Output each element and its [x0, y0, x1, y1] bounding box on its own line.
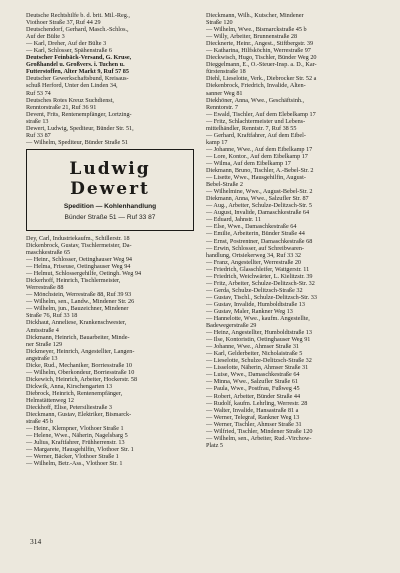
directory-entry: — Gerhard, Kraftfahrer, Auf dem Eibel- — [206, 131, 306, 139]
directory-entry: — Werner, Tischler, Ahmser Straße 31 — [206, 420, 302, 428]
directory-entry: Dickmeyer, Heinrich, Angestellter, Langen- — [26, 347, 135, 355]
directory-entry: — Wilhelm, Wwe., Bismarckstraße 45 b — [206, 26, 307, 34]
directory-entry: Werrestraße 88 — [26, 284, 64, 292]
directory-entry: Dickwik, Anna, Kirschengarten 13 — [26, 382, 113, 390]
directory-entry: — Wilhelm, jun., Bauzeichner, Mindener — [26, 305, 129, 313]
directory-entry: Renntorstr. 7 — [206, 103, 238, 111]
directory-entry: — Heinr., Schlosser, Oetinghauser Weg 94 — [26, 256, 133, 264]
directory-entry: Dieggelmann, E., O.-Steuer-Insp. a. D., Kar- — [206, 61, 317, 69]
directory-entry: — Lisselotte, Näherin, Ahmser Straße 31 — [206, 364, 309, 372]
directory-entry: — Willy, Arbeiter, Brunnenstraße 28 — [206, 33, 298, 41]
directory-entry: Platz 5 — [206, 441, 224, 449]
directory-entry: — Gustav, Invalide, Humboldtstraße 13 — [206, 300, 305, 308]
directory-entry: straße 45 b — [26, 418, 54, 426]
advertisement-services: Spedition — Kohlenhandlung — [63, 202, 157, 210]
directory-entry: Deutsches Rotes Kreuz Suchdienst, — [26, 96, 114, 104]
directory-entry: — Werner, Bäcker, Vlothoer Straße 1 — [26, 453, 119, 461]
directory-entry: — Ilse, Kontoristin, Oetinghauser Weg 91 — [206, 336, 311, 344]
directory-entry: — Fritz, Arbeiter, Schulze-Delitzsch-Str. 32 — [206, 279, 315, 287]
directory-entry: — Lieselotte, Schulze-Delitzsch-Straße 32 — [206, 357, 312, 365]
directory-entry: Dieckmann, Gustav, Elektriker, Bismarck- — [26, 411, 132, 419]
directory-entry: — Ernst, Postrentner, Damaschkestraße 68 — [206, 237, 313, 245]
advertisement-name: Ludwig Dewert — [69, 158, 151, 199]
directory-entry: Diekhöner, Anna, Wwe., Geschäftsinh., — [206, 96, 305, 104]
advertisement-address: Bünder Straße 51 — Ruf 33 87 — [64, 213, 156, 221]
directory-entry: — Minna, Wwe., Salzufler Straße 61 — [206, 378, 298, 386]
directory-entry: — Heinr., Klempner, Vlothoer Straße 1 — [26, 425, 124, 433]
directory-entry: Bebel-Straße 2 — [206, 181, 243, 189]
directory-entry: — Robert, Arbeiter, Bünder Straße 44 — [206, 392, 301, 400]
directory-entry: — Wilma, Auf dem Eibelkamp 17 — [206, 159, 291, 167]
directory-entry: — Walter, Invalide, Hansastraße 81 a — [206, 406, 299, 414]
directory-entry: — Gustav, Maler, Rankner Weg 13 — [206, 307, 293, 315]
directory-entry: Ruf 53 74 — [26, 89, 51, 97]
directory-entry: kamp 17 — [206, 138, 228, 146]
directory-entry: Dickhaut, Anneliese, Krankenschwester, — [26, 319, 127, 327]
right-column — [206, 12, 374, 449]
directory-entry: — Friedrich, Weichwärter, L. Kielitzstr. 39 — [206, 272, 313, 280]
page-number: 314 — [30, 537, 42, 546]
directory-entry: maschkestraße 65 — [26, 248, 71, 256]
directory-entry: — Emilie, Arbeiterin, Bünder Straße 44 — [206, 230, 305, 238]
directory-entry: — Karl, Dreher, Auf der Bülte 3 — [26, 40, 107, 48]
directory-entry: — Erwin, Schlosser, auf Schreibwaren- — [206, 244, 305, 252]
directory-entry: schuß Herford, Unter den Linden 34, — [26, 82, 118, 90]
directory-entry: Futterstoffen, Alter Markt 9, Ruf 57 85 — [26, 68, 129, 76]
directory-entry: Amtsstraße 4 — [26, 326, 59, 334]
directory-entry: Dieckhoff, Elise, Petersiliestraße 3 — [26, 404, 112, 412]
directory-entry: Viothoer Straße 37, Ruf 44 29 — [26, 19, 101, 27]
directory-entry: ner Straße 129 — [26, 340, 63, 348]
directory-entry: Dieckwisch, Hugo, Tischler, Bünder Weg 20 — [206, 54, 317, 62]
directory-entry: Devent, Frits, Rentenempfänger, Lortzing- — [26, 110, 132, 118]
directory-entry: — Katharina, Hilfsköchin, Werrestraße 97 — [206, 47, 311, 55]
directory-entry: — Heinz, Angestellter, Humboldtstraße 13 — [206, 329, 312, 337]
directory-entry: — Eduard, Jahnstr. 11 — [206, 216, 261, 224]
directory-entry: — Helma, Friseuse, Oetinghauser Weg 94 — [26, 263, 131, 271]
directory-entry: — Friedrich, Glasschleifer, Wattgerstr. 11 — [206, 265, 310, 273]
directory-entry: — Johanne, Wwe., Ahmser Straße 31 — [206, 343, 300, 351]
directory-entry: Dewert, Ludwig, Spediteur, Bünder Str. 51, — [26, 124, 134, 132]
advertisement-box — [26, 149, 194, 231]
directory-entry: — Fritz, Schlachtermeister und Lebens- — [206, 117, 306, 125]
directory-entry: Ruf 33 87 — [26, 131, 51, 139]
directory-entry: — Wilfried, Tischler, Mindener Straße 120 — [206, 427, 313, 435]
directory-entry: — Paula, Wwe., Postfrau, Fußweg 45 — [206, 385, 300, 393]
directory-entry: Auf der Bülte 3 — [26, 33, 65, 41]
directory-entry: mittelhändler, Renntstr. 7, Ruf 38 55 — [206, 124, 297, 132]
directory-entry: — Helmut, Schlossergehilfe, Oetingh. Weg 94 — [26, 270, 142, 278]
directory-entry: Dicke, Rud., Mechaniker, Borriesstraße 10 — [26, 361, 132, 369]
directory-entry: Diekmann, Anna, Wwe., Salzufler Str. 87 — [206, 195, 309, 203]
directory-entry: Dickewich, Heinrich, Arbeiter, Hockerstr. 58 — [26, 375, 138, 383]
directory-entry: Dieckmann, Wilh., Kutscher, Mindener — [206, 12, 304, 19]
directory-entry: — Wilhelm, sen., Arbeiter, Rud.-Virchow- — [206, 434, 312, 442]
directory-entry: Diehl, Lieselotte, Verk., Diebrocker Str. 52 a — [206, 75, 317, 83]
directory-entry: — Karl, Gelderbeiter, Nicholaistraße 5 — [206, 350, 303, 358]
directory-entry: — Aug., Arbeiter, Schulze-Delitzsch-Str. 5 — [206, 202, 312, 210]
directory-entry: — Julius, Kraftfahrer, Frühherrenstr. 13 — [26, 439, 125, 447]
directory-entry: — August, Invalide, Damaschkestraße 64 — [206, 209, 310, 217]
directory-entry: Dey, Carl, Industriekaufm., Schillerstr. 18 — [26, 234, 130, 242]
directory-entry: — Ewald, Tischler, Auf dem Elebelkamp 17 — [206, 110, 316, 118]
directory-entry: Dickenbrock, Gustav, Tischlermeister, Da- — [26, 241, 132, 249]
directory-entry: — Hannelotte, Wwe., kaufm. Angestellte, — [206, 315, 310, 323]
directory-entry: — Werner, Telegraf, Rankner Weg 13 — [206, 413, 300, 421]
directory-entry: Helmstättenweg 12 — [26, 396, 74, 404]
left-column — [26, 12, 194, 467]
directory-entry: Badewegerstraße 29 — [206, 322, 257, 330]
directory-entry: — Rudolf, kaufm. Lehrling, Werrestr. 28 — [206, 399, 308, 407]
directory-entry: — Wilhelmine, Wwe., August-Bebel-Str. 2 — [206, 188, 313, 196]
directory-entry: fürstenstraße 18 — [206, 68, 246, 76]
directory-entry: — Wilhelm, Betr.-Ass., Vlothoer Str. 1 — [26, 460, 123, 468]
directory-entry: Großhandel u. Großvers. i. Tuchen u. — [26, 61, 125, 69]
directory-entry: — Luise, Wwe., Damaschkestraße 64 — [206, 371, 300, 379]
directory-entry: — Gustav, Tischl., Schulze-Delitzsch-Str. 33 — [206, 293, 317, 301]
directory-entry: angstraße 13 — [26, 354, 58, 362]
directory-entry: Deutscher Gewerkschaftsbund, Kreisaus- — [26, 75, 129, 83]
directory-entry: handlung, Ortsiekerweg 34, Ruf 33 32 — [206, 251, 302, 259]
directory-entry: — Wilhelm, sen., Landw., Mindener Str. 26 — [26, 298, 135, 306]
directory-entry: Diekmann, Bruno, Tischler, A.-Bebel-Str. 2 — [206, 167, 314, 175]
directory-entry: — Wilhelm, Oberkondeur, Borriesstraße 10 — [26, 368, 135, 376]
directory-entry: — Lisette, Wwe., Hausgehilfin, August- — [206, 174, 306, 182]
directory-entry: Diekenbrock, Friedrich, Invalide, Alten- — [206, 82, 306, 90]
directory-entry: Renntorstraße 21, Ruf 36 91 — [26, 103, 97, 111]
directory-entry: — Franz, Angestellter, Werrestraße 20 — [206, 258, 302, 266]
directory-entry: Diebrock, Heinrich, Rentenempfänger, — [26, 389, 123, 397]
directory-entry: Deutscher Feinbäck-Versand, G. Kruse, — [26, 54, 132, 62]
directory-entry: — Wilhelm, Spediteur, Bünder Straße 51 — [26, 138, 128, 146]
directory-entry: — Helene, Wwe., Näherin, Nagelsbarg 5 — [26, 432, 128, 440]
directory-entry: Deutschendorf, Gerhard, Masch.-Schlos., — [26, 26, 129, 34]
directory-entry: Dickerhoff, Heinrich, Tischlermeister, — [26, 277, 121, 285]
directory-entry: Deutsche Rechtshilfe b. d. brit. Mil.-Reg., — [26, 12, 130, 19]
directory-entry: Straße 76, Ruf 33 18 — [26, 312, 78, 320]
directory-entry: Dickmann, Heinrich, Bauarbeiter, Minde- — [26, 333, 130, 341]
directory-entry: Diecknerte, Heinr., Angest., Stiftbergstr. 39 — [206, 40, 314, 48]
directory-entry: — Karl, Schlosser, Spähenstraße 6 — [26, 47, 113, 55]
directory-entry: — Else, Wwe., Damaschkestraße 64 — [206, 223, 297, 231]
directory-entry: — Mönchstein, Werrestraße 88, Ruf 39 93 — [26, 291, 132, 299]
directory-entry: — Johanne, Wwe., Auf dem Eibelkamp 17 — [206, 145, 313, 153]
directory-entry: — Margarete, Hausgehilfin, Vlothoer Str. 1 — [26, 446, 134, 454]
directory-entry: sanner Weg 81 — [206, 89, 243, 97]
directory-entry: — Gerda, Schulze-Delitzsch-Straße 32 — [206, 286, 303, 294]
directory-entry: — Lore, Kontor., Auf dem Eibelkamp 17 — [206, 152, 308, 160]
directory-entry: straße 13 — [26, 117, 49, 125]
directory-entry: Straße 120 — [206, 19, 233, 27]
